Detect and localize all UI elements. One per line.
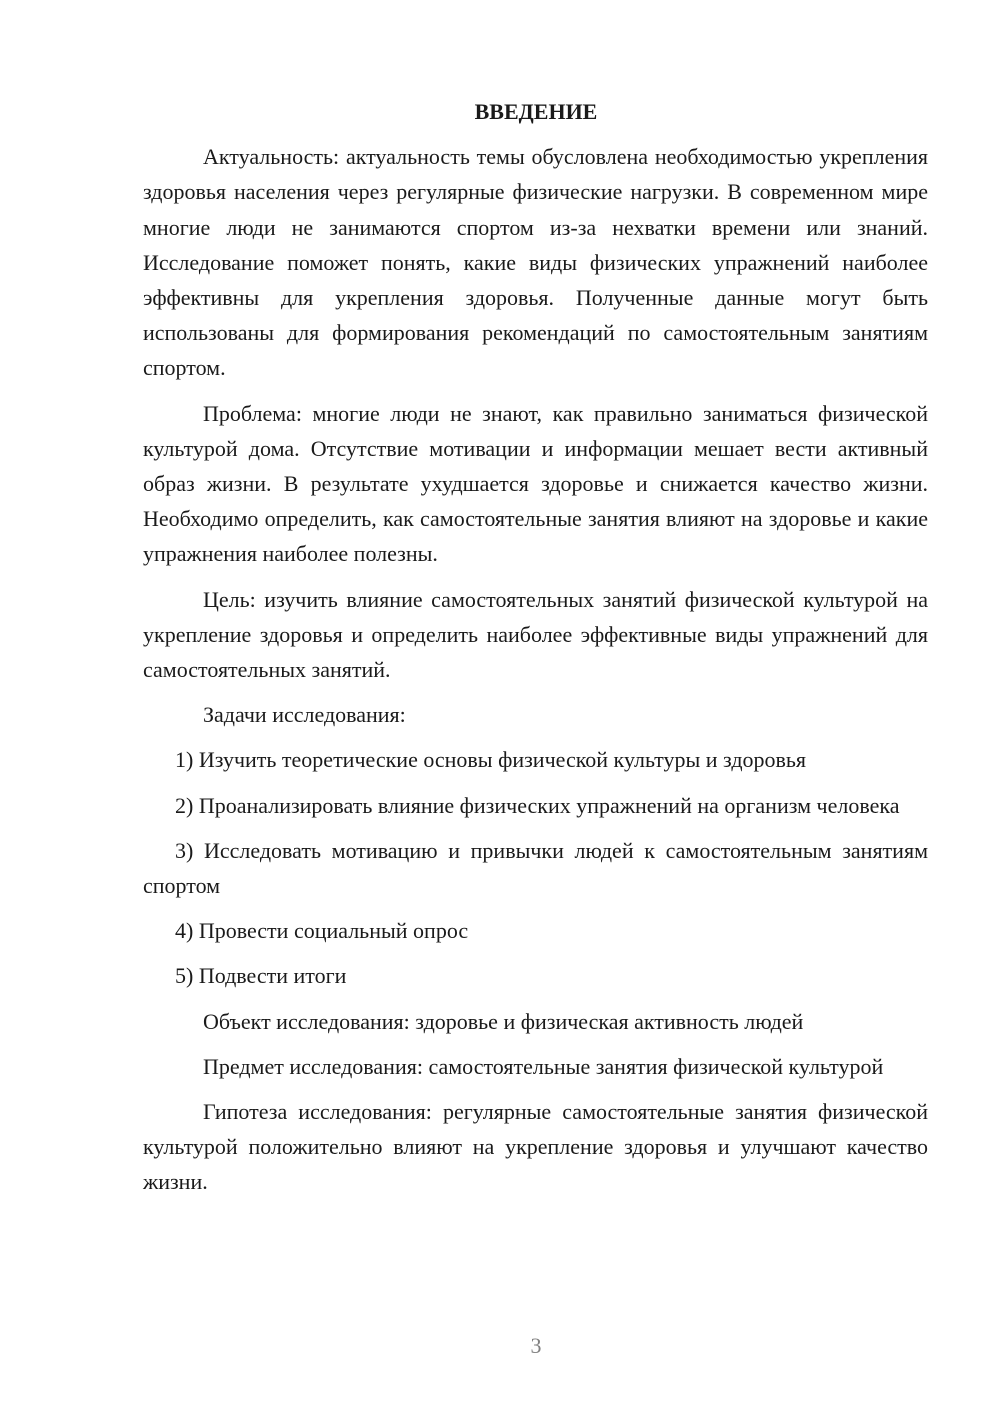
problem-paragraph: Проблема: многие люди не знают, как правильно заниматься физической культурой дома. Отсутствие мотивации и информации мешает вести активный образ жизни. В результате ухудшается здоровье и снижается качество жизни. Необходимо определить, как самостоятельные занятия влияют на здоровье и какие упражнения наиболее полезны. [143,400,928,567]
document-title: ВВЕДЕНИЕ [474,99,598,124]
document-page [143,94,928,1210]
research-object: Объект исследования: здоровье и физическая активность людей [203,1008,804,1034]
research-hypothesis: Гипотеза исследования: регулярные самостоятельные занятия физической культурой положительно влияют на укрепление здоровья и улучшают качество жизни. [143,1099,928,1195]
task-item: 1) Изучить теоретические основы физической культуры и здоровья [175,747,807,773]
task-item: 4) Провести социальный опрос [175,918,469,944]
research-subject: Предмет исследования: самостоятельные занятия физической культурой [203,1053,884,1079]
task-item: 3) Исследовать мотивацию и привычки людей к самостоятельным занятиям спортом [143,837,928,899]
page-number: 3 [530,1333,542,1358]
relevance-paragraph: Актуальность: актуальность темы обусловлена необходимостью укрепления здоровья населения через регулярные физические нагрузки. В современном мире многие люди не занимаются спортом из-за нехватки времени или знаний. Исследование поможет понять, какие виды физических упражнений наиболее эффективны для укрепления здоровья. Полученные данные могут быть использованы для формирования рекомендаций по самостоятельным занятиям спортом. [143,144,928,381]
task-item: 5) Подвести итоги [175,963,347,989]
goal-paragraph: Цель: изучить влияние самостоятельных занятий физической культурой на укрепление здоровья и определить наиболее эффективные виды упражнений для самостоятельных занятий. [143,586,928,683]
task-item: 2) Проанализировать влияние физических упражнений на организм человека [175,792,900,818]
tasks-heading: Задачи исследования: [203,702,406,728]
